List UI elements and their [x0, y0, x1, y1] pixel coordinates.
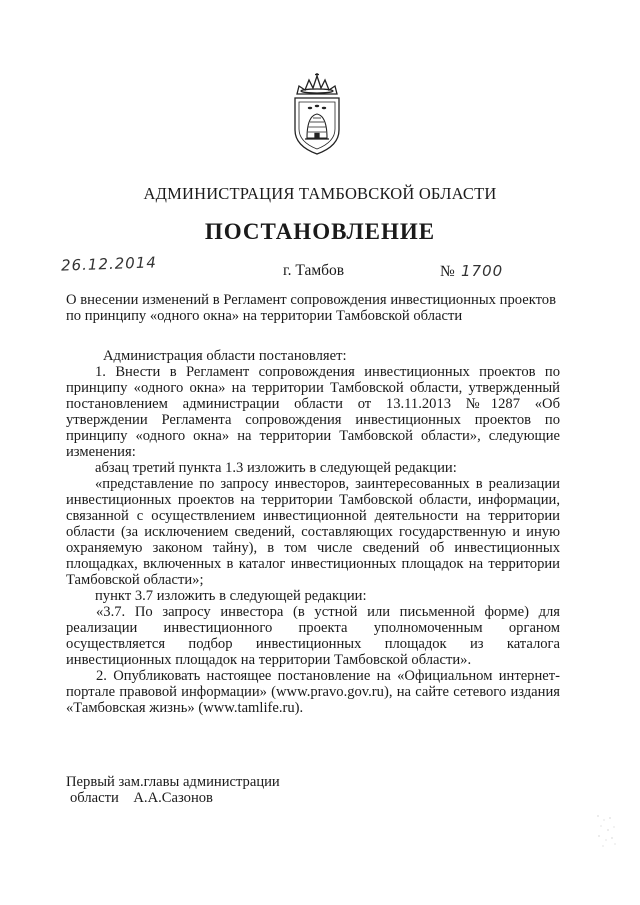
- document-number: 1700: [461, 262, 504, 280]
- body-paragraph-5: «3.7. По запросу инвестора (в устной или письменной форме) для реализации инвестиционного проекта уполномоченным органом осуществляется подбор инвестиционных площадок из каталога инвестиционных площадок на территории Тамбовской области».: [66, 604, 560, 668]
- body-paragraph-2: абзац третий пункта 1.3 изложить в следующей редакции:: [95, 460, 457, 476]
- scan-noise: [590, 810, 620, 850]
- signature-title: Первый зам.главы администрации: [66, 774, 280, 790]
- document-body: [66, 348, 560, 716]
- document-type-title: ПОСТАНОВЛЕНИЕ: [204, 219, 436, 244]
- agency-name: АДМИНИСТРАЦИЯ ТАМБОВСКОЙ ОБЛАСТИ: [143, 184, 497, 203]
- document-subject: О внесении изменений в Регламент сопровождения инвестиционных проектов по принципу «одного окна» на территории Тамбовской области: [66, 292, 556, 324]
- signature-block: [66, 774, 280, 806]
- document-city: г. Тамбов: [283, 262, 345, 279]
- body-paragraph-6: 2. Опубликовать настоящее постановление на «Официальном интернет-портале правовой информации» (www.pravo.gov.ru), на сайте сетевого издания «Тамбовская жизнь» (www.tamlife.ru).: [66, 668, 560, 716]
- body-intro: Администрация области постановляет:: [103, 348, 347, 364]
- body-paragraph-1: 1. Внести в Регламент сопровождения инвестиционных проектов по принципу «одного окна» на территории Тамбовской области, утвержденный постановлением администрации области от 13.11.2013 №1287 «Об утверждении Регламента сопровождения инвестиционных проектов по принципу «одного окна» на территории Тамбовской области», следующие изменения:: [66, 364, 560, 460]
- body-paragraph-3: «представление по запросу инвесторов, заинтересованных в реализации инвестиционных проектов на территории Тамбовской области, информации, связанной с осуществлением инвестиционной деятельности на территории области (за исключением сведений, составляющих государственную и иную охраняемую законом тайну), в том числе сведений об инвестиционных площадках, включенных в каталог инвестиционных площадок на территории Тамбовской области»;: [66, 476, 560, 588]
- body-paragraph-4: пункт 3.7 изложить в следующей редакции:: [95, 588, 367, 604]
- signature-name: области А.А.Сазонов: [70, 790, 213, 806]
- tambov-coat-of-arms-icon: [289, 72, 345, 156]
- document-date: 26.12.2014: [60, 253, 158, 275]
- document-number-sign: №: [440, 263, 455, 280]
